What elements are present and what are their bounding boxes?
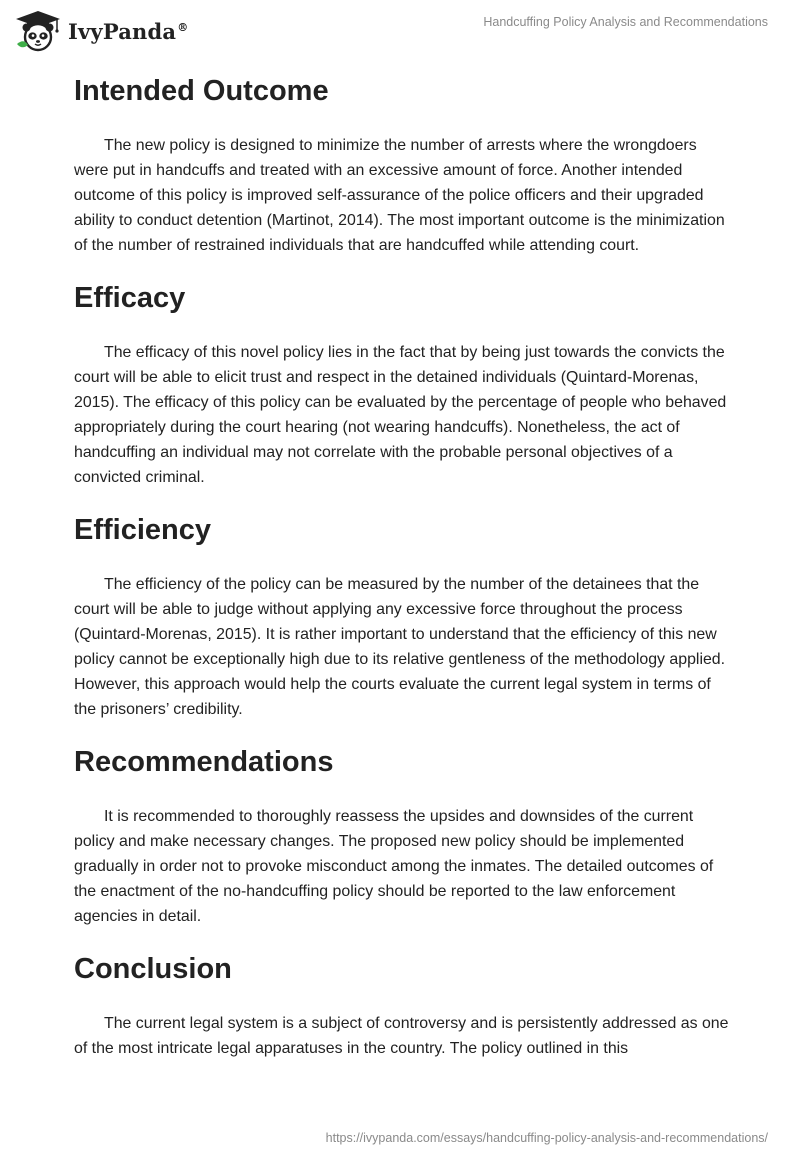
brand-name: IvyPanda® — [68, 18, 189, 44]
section-heading: Conclusion — [74, 953, 232, 985]
section-paragraph: The efficacy of this novel policy lies in the fact that by being just towards the convicts the court will be able to elicit trust and respect in the detained individuals (Quintard-Morenas, 2015). The efficacy of this policy can be evaluated by the percentage of people who behaved appropriately during the court hearing (not wearing handcuffs). Nonetheless, the act of handcuffing an individual may not correlate with the probable personal objectives of a convicted criminal. — [74, 344, 727, 486]
ivypanda-logo[interactable] — [14, 10, 188, 52]
section-heading: Efficacy — [74, 282, 186, 314]
section-paragraph: The efficiency of the policy can be measured by the number of the detainees that the court will be able to judge without applying any excessive force throughout the process (Quintard-Morenas, 2015). It is rather important to understand that the efficiency of this new policy cannot be exceptionally high due to its relative gentleness of the methodology applied. However, this approach would help the courts evaluate the current legal system in terms of the prisoners’ credibility. — [74, 576, 726, 718]
panda-logo-icon — [14, 10, 62, 52]
section-heading: Efficiency — [74, 514, 211, 546]
section-paragraph: The new policy is designed to minimize the number of arrests where the wrongdoers were put in handcuffs and treated with an excessive amount of force. Another intended outcome of this policy is improved self-assurance of the police officers and their upgraded ability to conduct detention (Martinot, 2014). The most important outcome is the minimization of the number of restrained individuals that are handcuffed while attending court. — [74, 137, 725, 254]
essay-content — [74, 73, 734, 1083]
section-efficacy — [74, 280, 734, 490]
section-efficiency — [74, 512, 734, 722]
registered-mark: ® — [177, 20, 189, 34]
section-heading: Recommendations — [74, 746, 334, 778]
section-intended-outcome — [74, 73, 734, 258]
section-paragraph: It is recommended to thoroughly reassess the upsides and downsides of the current policy and make necessary changes. The proposed new policy should be implemented gradually in order not to provoke misconduct among the inmates. The detailed outcomes of the enactment of the no-handcuffing policy should be reported to the law enforcement agencies in detail. — [74, 808, 714, 925]
running-title: Handcuffing Policy Analysis and Recommendations — [483, 15, 768, 29]
section-conclusion — [74, 951, 734, 1061]
source-url-link[interactable]: https://ivypanda.com/essays/handcuffing-policy-analysis-and-recommendations/ — [325, 1131, 768, 1145]
section-paragraph: The current legal system is a subject of controversy and is persistently addressed as one of the most intricate legal apparatuses in the country. The policy outlined in this — [74, 1015, 729, 1057]
section-heading: Intended Outcome — [74, 75, 329, 107]
section-recommendations — [74, 744, 734, 929]
page-header — [0, 0, 800, 60]
